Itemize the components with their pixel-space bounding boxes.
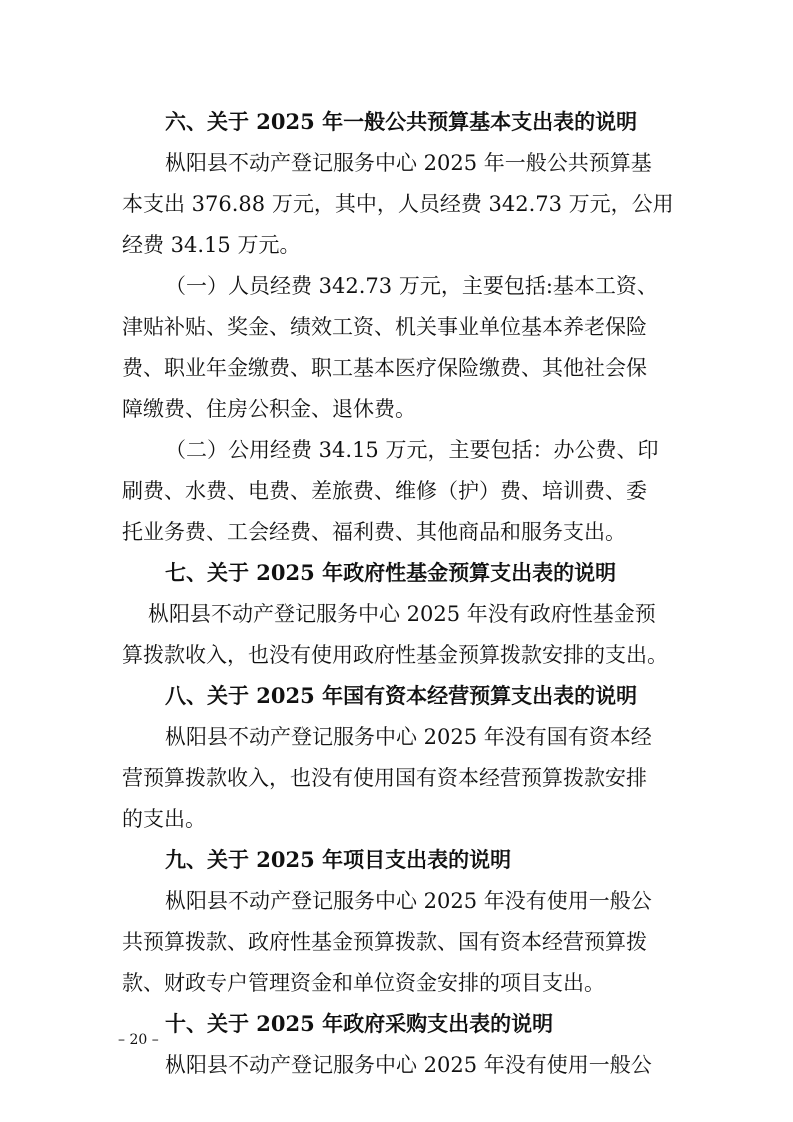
text-line: 托业务费、工会经费、福利费、其他商品和服务支出。	[122, 520, 626, 544]
text-line: 经费 34.15 万元。	[122, 233, 301, 257]
paragraph-line	[0, 348, 793, 388]
text-line: 枞阳县不动产登记服务中心 2025 年一般公共预算基	[165, 151, 652, 175]
text-line: 费、职业年金缴费、职工基本医疗保险缴费、其他社会保	[122, 356, 647, 380]
text-line: （二）公用经费 34.15 万元，主要包括：办公费、印	[165, 438, 659, 462]
paragraph-line	[0, 758, 793, 798]
text-line: 的支出。	[122, 807, 206, 831]
paragraph-line	[0, 1045, 793, 1085]
paragraph-line	[0, 594, 793, 634]
text-line: 枞阳县不动产登记服务中心 2025 年没有国有资本经	[165, 725, 652, 749]
text-line: 津贴补贴、奖金、绩效工资、机关事业单位基本养老保险	[122, 315, 647, 339]
text-line: 款、财政专户管理资金和单位资金安排的项目支出。	[122, 971, 605, 995]
text-line: 刷费、水费、电费、差旅费、维修（护）费、培训费、委	[122, 479, 647, 503]
text-line: 障缴费、住房公积金、退休费。	[122, 397, 416, 421]
section-heading-7	[0, 553, 793, 593]
text-line: 枞阳县不动产登记服务中心 2025 年没有使用一般公	[165, 1053, 652, 1077]
text-line: 六、关于 2025 年一般公共预算基本支出表的说明	[165, 109, 638, 134]
paragraph-line	[0, 635, 793, 675]
paragraph-line	[0, 143, 793, 183]
text-line: 九、关于 2025 年项目支出表的说明	[165, 847, 512, 872]
paragraph-line	[0, 266, 793, 306]
paragraph-line	[0, 430, 793, 470]
section-heading-8	[0, 676, 793, 716]
paragraph-line	[0, 307, 793, 347]
paragraph-line	[0, 881, 793, 921]
text-line: 枞阳县不动产登记服务中心 2025 年没有使用一般公	[165, 889, 652, 913]
text-line: 十、关于 2025 年政府采购支出表的说明	[165, 1011, 554, 1036]
paragraph-line	[0, 922, 793, 962]
paragraph-line	[0, 963, 793, 1003]
text-line: 营预算拨款收入，也没有使用国有资本经营预算拨款安排	[122, 766, 647, 790]
paragraph-line	[0, 799, 793, 839]
text-line: 本支出 376.88 万元，其中，人员经费 342.73 万元，公用	[122, 192, 674, 216]
text-line: 枞阳县不动产登记服务中心 2025 年没有政府性基金预	[148, 602, 656, 626]
paragraph-line	[0, 512, 793, 552]
section-heading-6	[0, 102, 793, 142]
paragraph-line	[0, 225, 793, 265]
paragraph-line	[0, 717, 793, 757]
paragraph-line	[0, 471, 793, 511]
section-heading-9	[0, 840, 793, 880]
paragraph-line	[0, 184, 793, 224]
paragraph-line	[0, 389, 793, 429]
text-line: 共预算拨款、政府性基金预算拨款、国有资本经营预算拨	[122, 930, 647, 954]
text-line: 八、关于 2025 年国有资本经营预算支出表的说明	[165, 683, 638, 708]
text-line: （一）人员经费 342.73 万元，主要包括:基本工资、	[165, 274, 658, 298]
page-number: – 20 –	[118, 1032, 159, 1048]
text-line: 七、关于 2025 年政府性基金预算支出表的说明	[165, 560, 617, 585]
text-line: 算拨款收入，也没有使用政府性基金预算拨款安排的支出。	[122, 643, 668, 667]
